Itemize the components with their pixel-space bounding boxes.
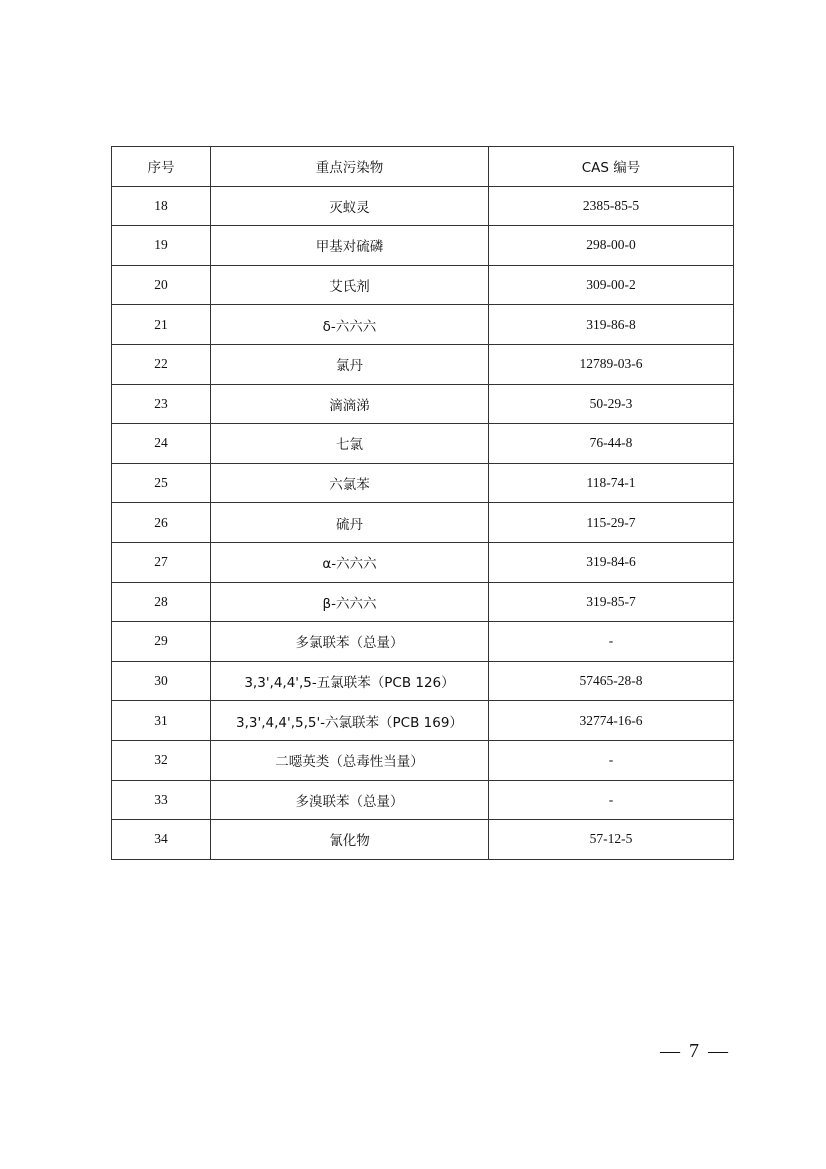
- cas-number-cell: -: [489, 780, 734, 820]
- pollutant-name-cell: 多氯联苯（总量）: [211, 622, 489, 662]
- pollutant-name-cell: 3,3',4,4',5,5'-六氯联苯（PCB 169）: [211, 701, 489, 741]
- key-pollutants-table: [111, 146, 734, 860]
- pollutant-name-cell: 多溴联苯（总量）: [211, 780, 489, 820]
- pollutant-name-cell: 灭蚁灵: [211, 186, 489, 226]
- cas-number-cell: 118-74-1: [489, 463, 734, 503]
- serial-number-cell: 18: [112, 186, 211, 226]
- table-row: [112, 226, 734, 266]
- cas-number-cell: 32774-16-6: [489, 701, 734, 741]
- table-row: [112, 740, 734, 780]
- pollutant-name-cell: 氯丹: [211, 344, 489, 384]
- table-row: [112, 661, 734, 701]
- pollutant-name-cell: 氰化物: [211, 820, 489, 860]
- table-header-row: [112, 147, 734, 187]
- pollutant-name-cell: 滴滴涕: [211, 384, 489, 424]
- cas-number-cell: 76-44-8: [489, 424, 734, 464]
- cas-number-cell: 57-12-5: [489, 820, 734, 860]
- table-row: [112, 503, 734, 543]
- pollutant-name-cell: 二噁英类（总毒性当量）: [211, 740, 489, 780]
- cas-number-cell: -: [489, 740, 734, 780]
- pollutant-name-cell: 硫丹: [211, 503, 489, 543]
- table-row: [112, 463, 734, 503]
- serial-number-cell: 23: [112, 384, 211, 424]
- table-row: [112, 542, 734, 582]
- cas-number-cell: 309-00-2: [489, 265, 734, 305]
- serial-number-cell: 33: [112, 780, 211, 820]
- cas-number-cell: 115-29-7: [489, 503, 734, 543]
- table-row: [112, 622, 734, 662]
- table-row: [112, 344, 734, 384]
- serial-number-cell: 25: [112, 463, 211, 503]
- table-row: [112, 384, 734, 424]
- serial-number-cell: 21: [112, 305, 211, 345]
- page-number: — 7 —: [660, 1040, 730, 1062]
- table-row: [112, 186, 734, 226]
- pollutant-name-cell: δ-六六六: [211, 305, 489, 345]
- pollutant-name-cell: β-六六六: [211, 582, 489, 622]
- serial-number-cell: 24: [112, 424, 211, 464]
- header-pollutant: 重点污染物: [211, 147, 489, 187]
- serial-number-cell: 29: [112, 622, 211, 662]
- serial-number-cell: 30: [112, 661, 211, 701]
- serial-number-cell: 27: [112, 542, 211, 582]
- pollutant-name-cell: 3,3',4,4',5-五氯联苯（PCB 126）: [211, 661, 489, 701]
- cas-number-cell: 12789-03-6: [489, 344, 734, 384]
- pollutant-name-cell: α-六六六: [211, 542, 489, 582]
- header-cas-number: CAS 编号: [489, 147, 734, 187]
- serial-number-cell: 32: [112, 740, 211, 780]
- table-row: [112, 305, 734, 345]
- serial-number-cell: 19: [112, 226, 211, 266]
- header-serial-number: 序号: [112, 147, 211, 187]
- cas-number-cell: 57465-28-8: [489, 661, 734, 701]
- table-row: [112, 701, 734, 741]
- cas-number-cell: -: [489, 622, 734, 662]
- table-row: [112, 820, 734, 860]
- serial-number-cell: 26: [112, 503, 211, 543]
- cas-number-cell: 2385-85-5: [489, 186, 734, 226]
- pollutant-name-cell: 艾氏剂: [211, 265, 489, 305]
- cas-number-cell: 298-00-0: [489, 226, 734, 266]
- cas-number-cell: 319-86-8: [489, 305, 734, 345]
- pollutant-name-cell: 甲基对硫磷: [211, 226, 489, 266]
- pollutant-name-cell: 七氯: [211, 424, 489, 464]
- table-row: [112, 780, 734, 820]
- serial-number-cell: 28: [112, 582, 211, 622]
- table-body: [112, 186, 734, 859]
- pollutant-name-cell: 六氯苯: [211, 463, 489, 503]
- serial-number-cell: 20: [112, 265, 211, 305]
- cas-number-cell: 50-29-3: [489, 384, 734, 424]
- table-row: [112, 265, 734, 305]
- table-row: [112, 424, 734, 464]
- cas-number-cell: 319-85-7: [489, 582, 734, 622]
- serial-number-cell: 31: [112, 701, 211, 741]
- serial-number-cell: 34: [112, 820, 211, 860]
- serial-number-cell: 22: [112, 344, 211, 384]
- cas-number-cell: 319-84-6: [489, 542, 734, 582]
- table-row: [112, 582, 734, 622]
